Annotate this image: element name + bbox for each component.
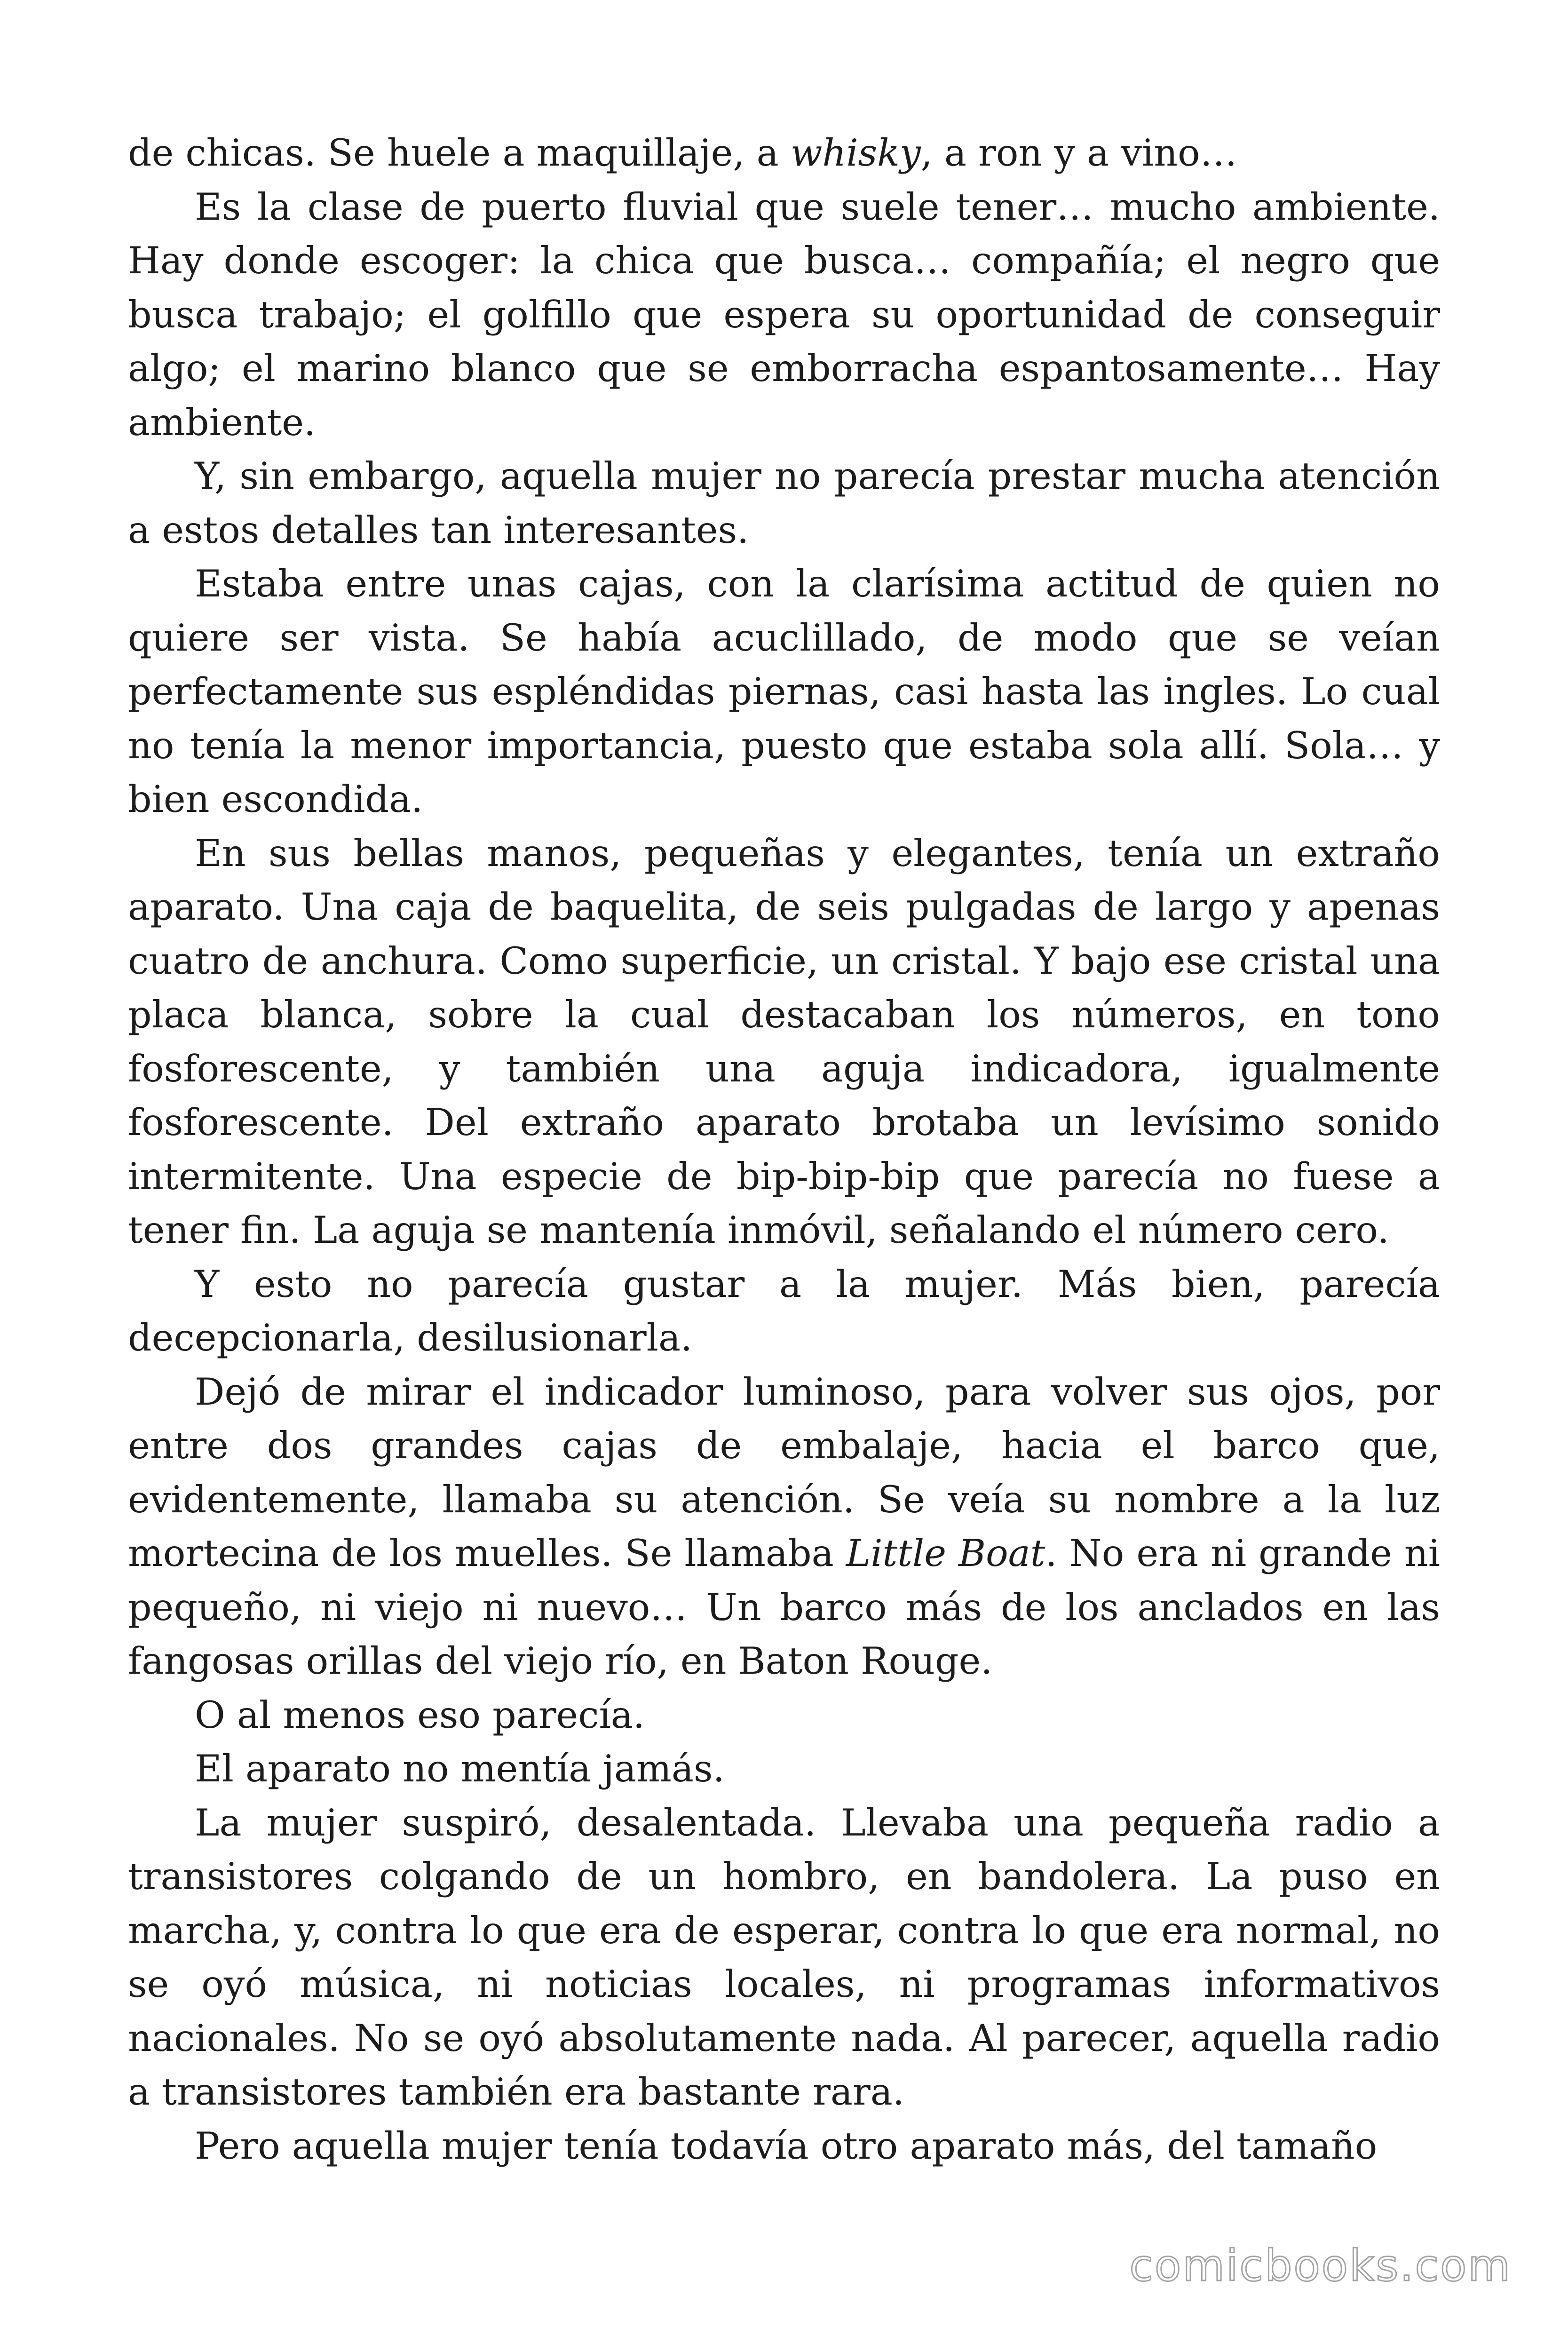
text-run: En sus bellas manos, pequeñas y elegantes, tenía un extraño aparato. Una caja de baquelita, de seis pulgadas de largo y apenas cuatro de anchura. Como superficie, un cristal. Y bajo ese cristal una placa blanca, sobre la cual destacaban los números, en tono fosforescente, y también una aguja indicadora, igualmente fosforescente. Del extraño aparato brotaba un levísimo sonido intermitente. Una especie de bip-bip-bip que parecía no fuese a tener fin. La aguja se mantenía inmóvil, señalando el número cero. bbox=[128, 831, 1440, 1252]
text-run: El aparato no mentía jamás. bbox=[195, 1747, 725, 1790]
text-run: de chicas. Se huele a maquillaje, a bbox=[128, 131, 791, 175]
paragraph bbox=[128, 180, 1440, 450]
watermark: comicbooks.com bbox=[1129, 2241, 1512, 2291]
text-run: Es la clase de puerto fluvial que suele tener… mucho ambiente. Hay donde escoger: la chica que busca… compañía; el negro que busca trabajo; el golfillo que espera su oportunidad de conseguir algo; el marino blanco que se emborracha espantosamente… Hay ambiente. bbox=[128, 185, 1440, 444]
paragraph bbox=[128, 1742, 1440, 1796]
text-run: Estaba entre unas cajas, con la clarísima actitud de quien no quiere ser vista. Se había acuclillado, de modo que se veían perfectamente sus espléndidas piernas, casi hasta las ingles. Lo cual no tenía la menor importancia, puesto que estaba sola allí. Sola… y bien escondida. bbox=[128, 562, 1440, 821]
text-run: Dejó de mirar el indicador luminoso, para volver sus ojos, por entre dos grandes cajas de embalaje, hacia el barco que, evidentemente, llamaba su atención. Se veía su nombre a la luz mortecina de los muelles. Se llamaba bbox=[128, 1370, 1440, 1575]
paragraph bbox=[128, 1257, 1440, 1365]
text-run: , a ron y a vino… bbox=[920, 131, 1237, 175]
paragraph bbox=[128, 449, 1440, 557]
italic-text: Little Boat bbox=[846, 1532, 1045, 1575]
text-run: Pero aquella mujer tenía todavía otro aparato más, del tamaño bbox=[195, 2124, 1378, 2168]
paragraph bbox=[128, 126, 1440, 180]
page-body bbox=[128, 126, 1440, 2173]
italic-text: whisky bbox=[790, 131, 921, 175]
paragraph bbox=[128, 2119, 1440, 2173]
text-run: Y esto no parecía gustar a la mujer. Más bien, parecía decepcionarla, desilusionarla. bbox=[128, 1262, 1440, 1359]
paragraph bbox=[128, 1365, 1440, 1688]
paragraph bbox=[128, 1796, 1440, 2119]
paragraph bbox=[128, 557, 1440, 826]
text-run: Y, sin embargo, aquella mujer no parecía prestar mucha atención a estos detalles tan interesantes. bbox=[128, 454, 1440, 552]
text-run: O al menos eso parecía. bbox=[195, 1693, 645, 1737]
paragraph bbox=[128, 1688, 1440, 1742]
text-run: . No era ni grande ni pequeño, ni viejo ni nuevo… Un barco más de los anclados en las fangosas orillas del viejo río, en Baton Rouge. bbox=[128, 1532, 1440, 1683]
text-run: La mujer suspiró, desalentada. Llevaba una pequeña radio a transistores colgando de un hombro, en bandolera. La puso en marcha, y, contra lo que era de esperar, contra lo que era normal, no se oyó música, ni noticias locales, ni programas informativos nacionales. No se oyó absolutamente nada. Al parecer, aquella radio a transistores también era bastante rara. bbox=[128, 1801, 1440, 2114]
paragraph bbox=[128, 826, 1440, 1257]
